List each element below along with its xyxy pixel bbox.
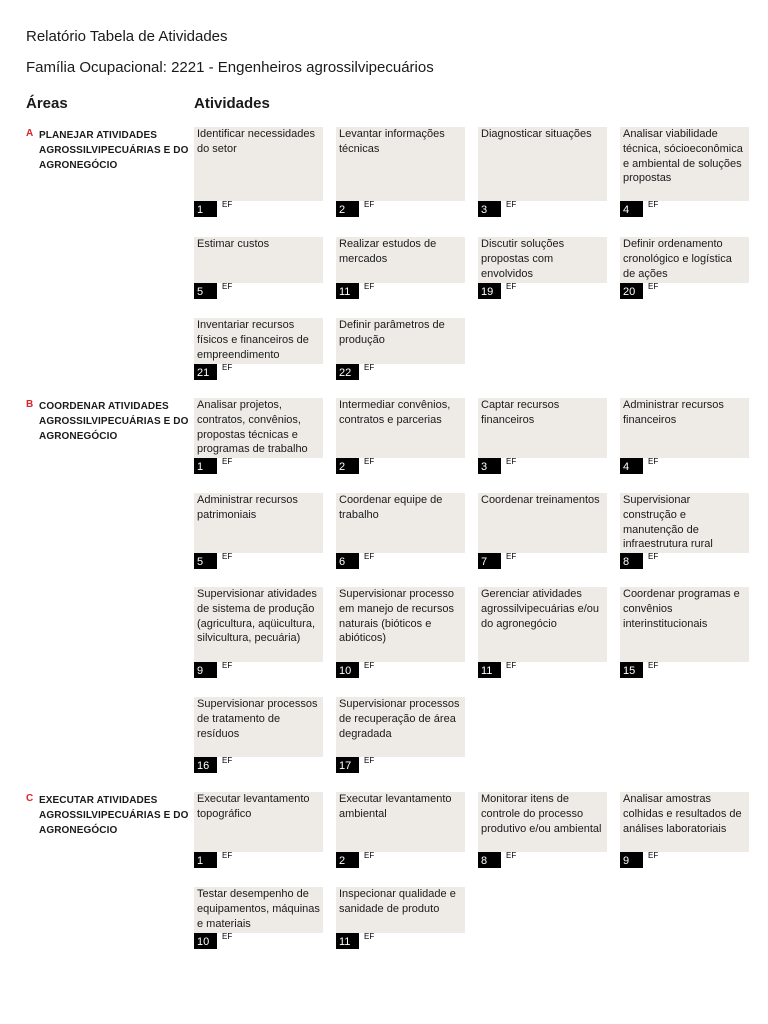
activity-card [194,792,323,868]
activity-text: Diagnosticar situações [481,128,592,140]
activity-text: Supervisionar processo em manejo de recursos naturais (bióticos e abióticos) [339,588,454,645]
report-subtitle: Família Ocupacional: 2221 - Engenheiros agrossilvipecuários [26,59,434,76]
activity-tag: EF [364,932,375,941]
activity-card [478,127,607,217]
activity-card [478,398,607,474]
activity-tag: EF [222,756,233,765]
activity-number-badge: 11 [336,283,359,299]
activity-card [620,127,749,217]
activity-number-badge: 20 [620,283,643,299]
activity-card [194,887,323,949]
activity-number-badge: 9 [194,662,217,678]
activity-tag: EF [648,851,659,860]
area-name: COORDENAR ATIVIDADES AGROSSILVIPECUÁRIAS E DO AGRONEGÓCIO [39,401,189,442]
activity-tag: EF [506,851,517,860]
activity-card [194,697,323,773]
activity-card [336,587,465,678]
activity-text: Realizar estudos de mercados [339,238,437,265]
activity-card [620,237,749,299]
activity-number-badge: 9 [620,852,643,868]
activity-number-badge: 19 [478,283,501,299]
activity-tag: EF [506,457,517,466]
activity-card [478,587,607,678]
activity-card [478,237,607,299]
activity-text: Administrar recursos financeiros [623,399,724,426]
activity-text: Identificar necessidades do setor [197,128,316,155]
activity-tag: EF [648,282,659,291]
activity-text: Coordenar equipe de trabalho [339,494,443,521]
activity-tag: EF [364,661,375,670]
activity-number-badge: 17 [336,757,359,773]
activity-tag: EF [222,282,233,291]
activity-text: Analisar viabilidade técnica, sócioeconômica e ambiental de soluções propostas [623,128,743,185]
activity-card [194,493,323,569]
activity-text: Analisar projetos, contratos, convênios, propostas técnicas e programas de trabalho [197,399,308,456]
activity-tag: EF [222,851,233,860]
activity-card [336,792,465,868]
activity-tag: EF [648,457,659,466]
activity-tag: EF [222,363,233,372]
activity-number-badge: 22 [336,364,359,380]
activity-card [336,697,465,773]
area-name: EXECUTAR ATIVIDADES AGROSSILVIPECUÁRIAS E DO AGRONEGÓCIO [39,795,189,836]
activity-text: Discutir soluções propostas com envolvidos [481,238,565,280]
activity-tag: EF [222,200,233,209]
activity-card [194,587,323,678]
activity-text: Coordenar treinamentos [481,494,600,506]
activity-tag: EF [364,363,375,372]
activity-text: Executar levantamento topográfico [197,793,310,820]
activities-header: Atividades [194,95,270,112]
activity-number-badge: 4 [620,458,643,474]
activity-text: Inventariar recursos físicos e financeiros de empreendimento [197,319,309,361]
activity-tag: EF [222,661,233,670]
activity-number-badge: 8 [478,852,501,868]
activity-card [336,127,465,217]
activity-number-badge: 5 [194,283,217,299]
activity-tag: EF [364,756,375,765]
activity-number-badge: 1 [194,852,217,868]
activity-card [620,493,749,569]
report-title: Relatório Tabela de Atividades [26,28,228,45]
activity-number-badge: 10 [194,933,217,949]
activity-number-badge: 6 [336,553,359,569]
area-letter: C [26,793,34,804]
activity-text: Estimar custos [197,238,270,250]
activity-card [336,493,465,569]
activity-tag: EF [364,457,375,466]
activity-card [336,398,465,474]
activity-card [478,493,607,569]
activity-card [194,318,323,380]
areas-header: Áreas [26,95,68,112]
activity-number-badge: 11 [478,662,501,678]
activity-text: Monitorar itens de controle do processo produtivo e/ou ambiental [481,793,602,835]
area-letter: B [26,399,34,410]
activity-number-badge: 5 [194,553,217,569]
activity-card [478,792,607,868]
activity-number-badge: 1 [194,201,217,217]
activity-number-badge: 8 [620,553,643,569]
activity-tag: EF [506,552,517,561]
activity-number-badge: 11 [336,933,359,949]
activity-tag: EF [648,200,659,209]
activity-number-badge: 2 [336,201,359,217]
activity-card [194,237,323,299]
area-letter: A [26,128,34,139]
activity-text: Supervisionar processos de tratamento de resíduos [197,698,318,740]
activity-tag: EF [506,661,517,670]
activity-number-badge: 4 [620,201,643,217]
activity-tag: EF [364,282,375,291]
activity-text: Inspecionar qualidade e sanidade de produto [339,888,456,915]
activity-number-badge: 16 [194,757,217,773]
activity-number-badge: 15 [620,662,643,678]
activity-tag: EF [648,552,659,561]
activity-text: Supervisionar construção e manutenção de infraestrutura rural [623,494,713,551]
activity-text: Levantar informações técnicas [339,128,445,155]
activity-tag: EF [506,200,517,209]
activity-text: Executar levantamento ambiental [339,793,452,820]
activity-card [620,398,749,474]
activity-text: Definir ordenamento cronológico e logística de ações [623,238,732,280]
activity-text: Supervisionar atividades de sistema de produção (agricultura, aqüicultura, silvicultura, pecuária) [197,588,317,645]
activity-tag: EF [222,552,233,561]
activity-text: Coordenar programas e convênios interinstitucionais [623,588,740,630]
area-name: PLANEJAR ATIVIDADES AGROSSILVIPECUÁRIAS E DO AGRONEGÓCIO [39,130,189,171]
activity-text: Definir parâmetros de produção [339,319,445,346]
activity-text: Administrar recursos patrimoniais [197,494,298,521]
activity-number-badge: 2 [336,852,359,868]
activity-text: Supervisionar processos de recuperação de área degradada [339,698,460,740]
activity-card [336,887,465,949]
activity-card [336,318,465,380]
activity-tag: EF [648,661,659,670]
activity-number-badge: 10 [336,662,359,678]
activity-tag: EF [364,200,375,209]
activity-number-badge: 21 [194,364,217,380]
activity-tag: EF [506,282,517,291]
activity-tag: EF [364,851,375,860]
activity-card [620,792,749,868]
activity-text: Intermediar convênios, contratos e parcerias [339,399,451,426]
activity-number-badge: 3 [478,458,501,474]
activity-text: Gerenciar atividades agrossilvipecuárias e/ou do agronegócio [481,588,600,630]
activity-number-badge: 7 [478,553,501,569]
activity-number-badge: 2 [336,458,359,474]
activity-text: Testar desempenho de equipamentos, máquinas e materiais [197,888,320,930]
activity-tag: EF [222,932,233,941]
activity-number-badge: 3 [478,201,501,217]
activity-card [620,587,749,678]
activity-card [194,398,323,474]
activity-tag: EF [222,457,233,466]
activity-text: Captar recursos financeiros [481,399,560,426]
activity-tag: EF [364,552,375,561]
activity-number-badge: 1 [194,458,217,474]
activity-card [336,237,465,299]
activity-card [194,127,323,217]
activity-text: Analisar amostras colhidas e resultados de análises laboratoriais [623,793,742,835]
